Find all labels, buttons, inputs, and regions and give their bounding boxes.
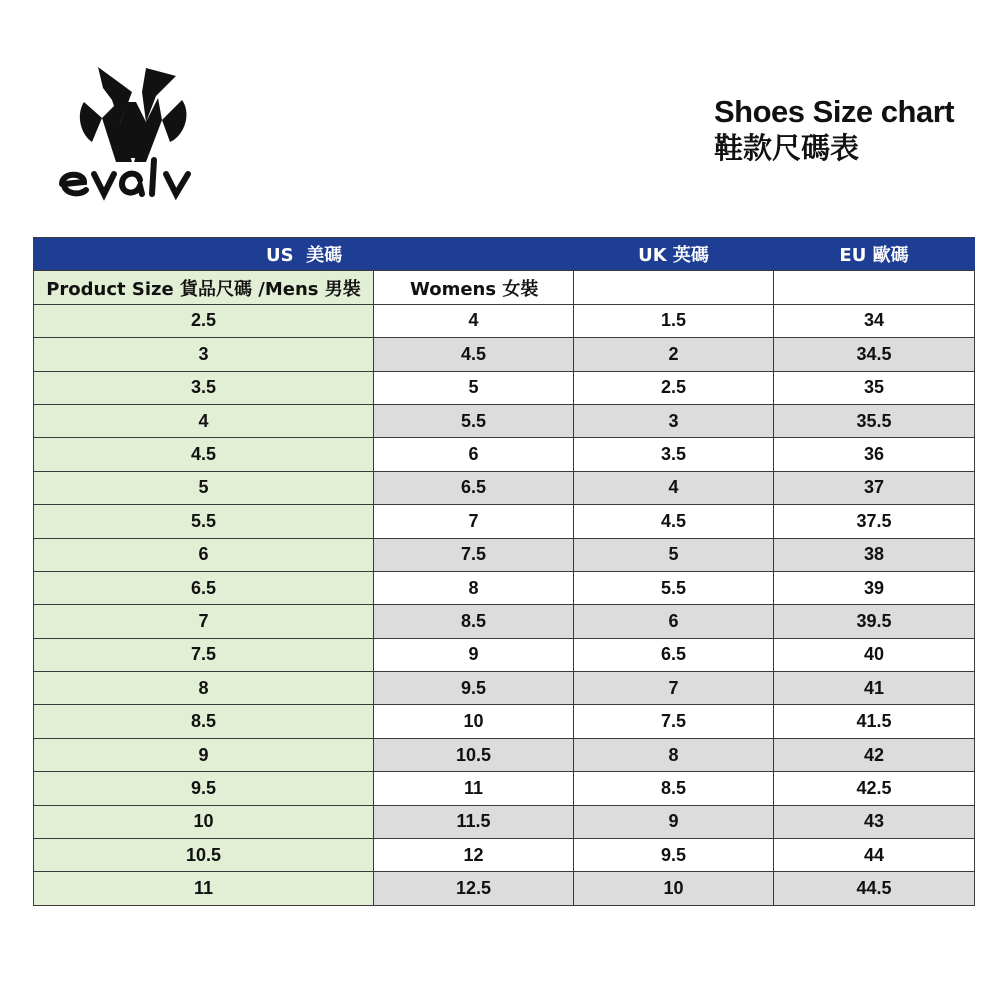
cell-mens: 7.5 — [34, 638, 374, 671]
cell-mens: 2.5 — [34, 304, 374, 337]
cell-eu: 37.5 — [774, 505, 975, 538]
table-row — [34, 505, 975, 538]
title-english: Shoes Size chart — [714, 94, 955, 129]
table-row — [34, 738, 975, 771]
table-row — [34, 471, 975, 504]
table-row — [34, 438, 975, 471]
cell-eu: 36 — [774, 438, 975, 471]
table-row — [34, 638, 975, 671]
cell-uk: 4.5 — [574, 505, 774, 538]
cell-eu: 34 — [774, 304, 975, 337]
table-row — [34, 805, 975, 838]
cell-eu: 44.5 — [774, 872, 975, 905]
cell-eu: 35 — [774, 371, 975, 404]
cell-mens: 8 — [34, 672, 374, 705]
table-row — [34, 839, 975, 872]
cell-eu: 38 — [774, 538, 975, 571]
cell-uk: 7 — [574, 672, 774, 705]
table-row — [34, 371, 975, 404]
cell-eu: 42 — [774, 738, 975, 771]
cell-uk: 9 — [574, 805, 774, 838]
cell-womens: 11.5 — [374, 805, 574, 838]
cell-mens: 7 — [34, 605, 374, 638]
cell-uk: 9.5 — [574, 839, 774, 872]
cell-womens: 8.5 — [374, 605, 574, 638]
cell-uk: 2.5 — [574, 371, 774, 404]
cell-mens: 9 — [34, 738, 374, 771]
cell-uk: 2 — [574, 338, 774, 371]
cell-womens: 4.5 — [374, 338, 574, 371]
header-uk: UK 英碼 — [574, 238, 774, 271]
cell-womens: 7 — [374, 505, 574, 538]
cell-womens: 6.5 — [374, 471, 574, 504]
cell-eu: 34.5 — [774, 338, 975, 371]
cell-mens: 4 — [34, 404, 374, 437]
cell-womens: 6 — [374, 438, 574, 471]
subheader-uk — [574, 271, 774, 304]
cell-mens: 10.5 — [34, 839, 374, 872]
cell-mens: 5.5 — [34, 505, 374, 538]
cell-uk: 8.5 — [574, 772, 774, 805]
cell-mens: 6.5 — [34, 571, 374, 604]
table-row — [34, 605, 975, 638]
cell-womens: 10 — [374, 705, 574, 738]
cell-womens: 7.5 — [374, 538, 574, 571]
cell-mens: 4.5 — [34, 438, 374, 471]
cell-eu: 39 — [774, 571, 975, 604]
table-row — [34, 571, 975, 604]
table-row — [34, 404, 975, 437]
cell-mens: 8.5 — [34, 705, 374, 738]
table-header-row — [34, 238, 975, 271]
size-chart-table — [33, 237, 975, 906]
table-row — [34, 872, 975, 905]
table-body — [34, 304, 975, 905]
header-us: US 美碼 — [34, 238, 574, 271]
evolv-v-emblem-icon — [58, 62, 210, 202]
cell-eu: 42.5 — [774, 772, 975, 805]
cell-uk: 5.5 — [574, 571, 774, 604]
cell-uk: 8 — [574, 738, 774, 771]
cell-womens: 11 — [374, 772, 574, 805]
cell-womens: 12.5 — [374, 872, 574, 905]
cell-uk: 1.5 — [574, 304, 774, 337]
title-chinese: 鞋款尺碼表 — [714, 131, 860, 165]
cell-eu: 35.5 — [774, 404, 975, 437]
cell-womens: 5.5 — [374, 404, 574, 437]
cell-uk: 5 — [574, 538, 774, 571]
cell-mens: 10 — [34, 805, 374, 838]
cell-uk: 6 — [574, 605, 774, 638]
cell-womens: 9.5 — [374, 672, 574, 705]
cell-womens: 9 — [374, 638, 574, 671]
table-subheader-row — [34, 271, 975, 304]
cell-eu: 39.5 — [774, 605, 975, 638]
cell-uk: 7.5 — [574, 705, 774, 738]
cell-eu: 37 — [774, 471, 975, 504]
cell-uk: 3 — [574, 404, 774, 437]
table-row — [34, 772, 975, 805]
table-row — [34, 338, 975, 371]
table-row — [34, 672, 975, 705]
table-row — [34, 705, 975, 738]
cell-eu: 41 — [774, 672, 975, 705]
cell-uk: 6.5 — [574, 638, 774, 671]
cell-womens: 10.5 — [374, 738, 574, 771]
cell-uk: 4 — [574, 471, 774, 504]
cell-mens: 5 — [34, 471, 374, 504]
cell-womens: 8 — [374, 571, 574, 604]
cell-uk: 10 — [574, 872, 774, 905]
table-row — [34, 538, 975, 571]
header-eu: EU 歐碼 — [774, 238, 975, 271]
cell-mens: 9.5 — [34, 772, 374, 805]
cell-womens: 5 — [374, 371, 574, 404]
cell-eu: 40 — [774, 638, 975, 671]
cell-mens: 6 — [34, 538, 374, 571]
cell-mens: 3.5 — [34, 371, 374, 404]
cell-eu: 44 — [774, 839, 975, 872]
subheader-mens: Product Size 貨品尺碼 /Mens 男裝 — [34, 271, 374, 304]
cell-mens: 11 — [34, 872, 374, 905]
cell-mens: 3 — [34, 338, 374, 371]
cell-eu: 41.5 — [774, 705, 975, 738]
cell-womens: 12 — [374, 839, 574, 872]
cell-uk: 3.5 — [574, 438, 774, 471]
brand-logo — [58, 62, 210, 202]
chart-title — [714, 94, 954, 166]
cell-eu: 43 — [774, 805, 975, 838]
cell-womens: 4 — [374, 304, 574, 337]
subheader-womens: Womens 女裝 — [374, 271, 574, 304]
table-row — [34, 304, 975, 337]
subheader-eu — [774, 271, 975, 304]
